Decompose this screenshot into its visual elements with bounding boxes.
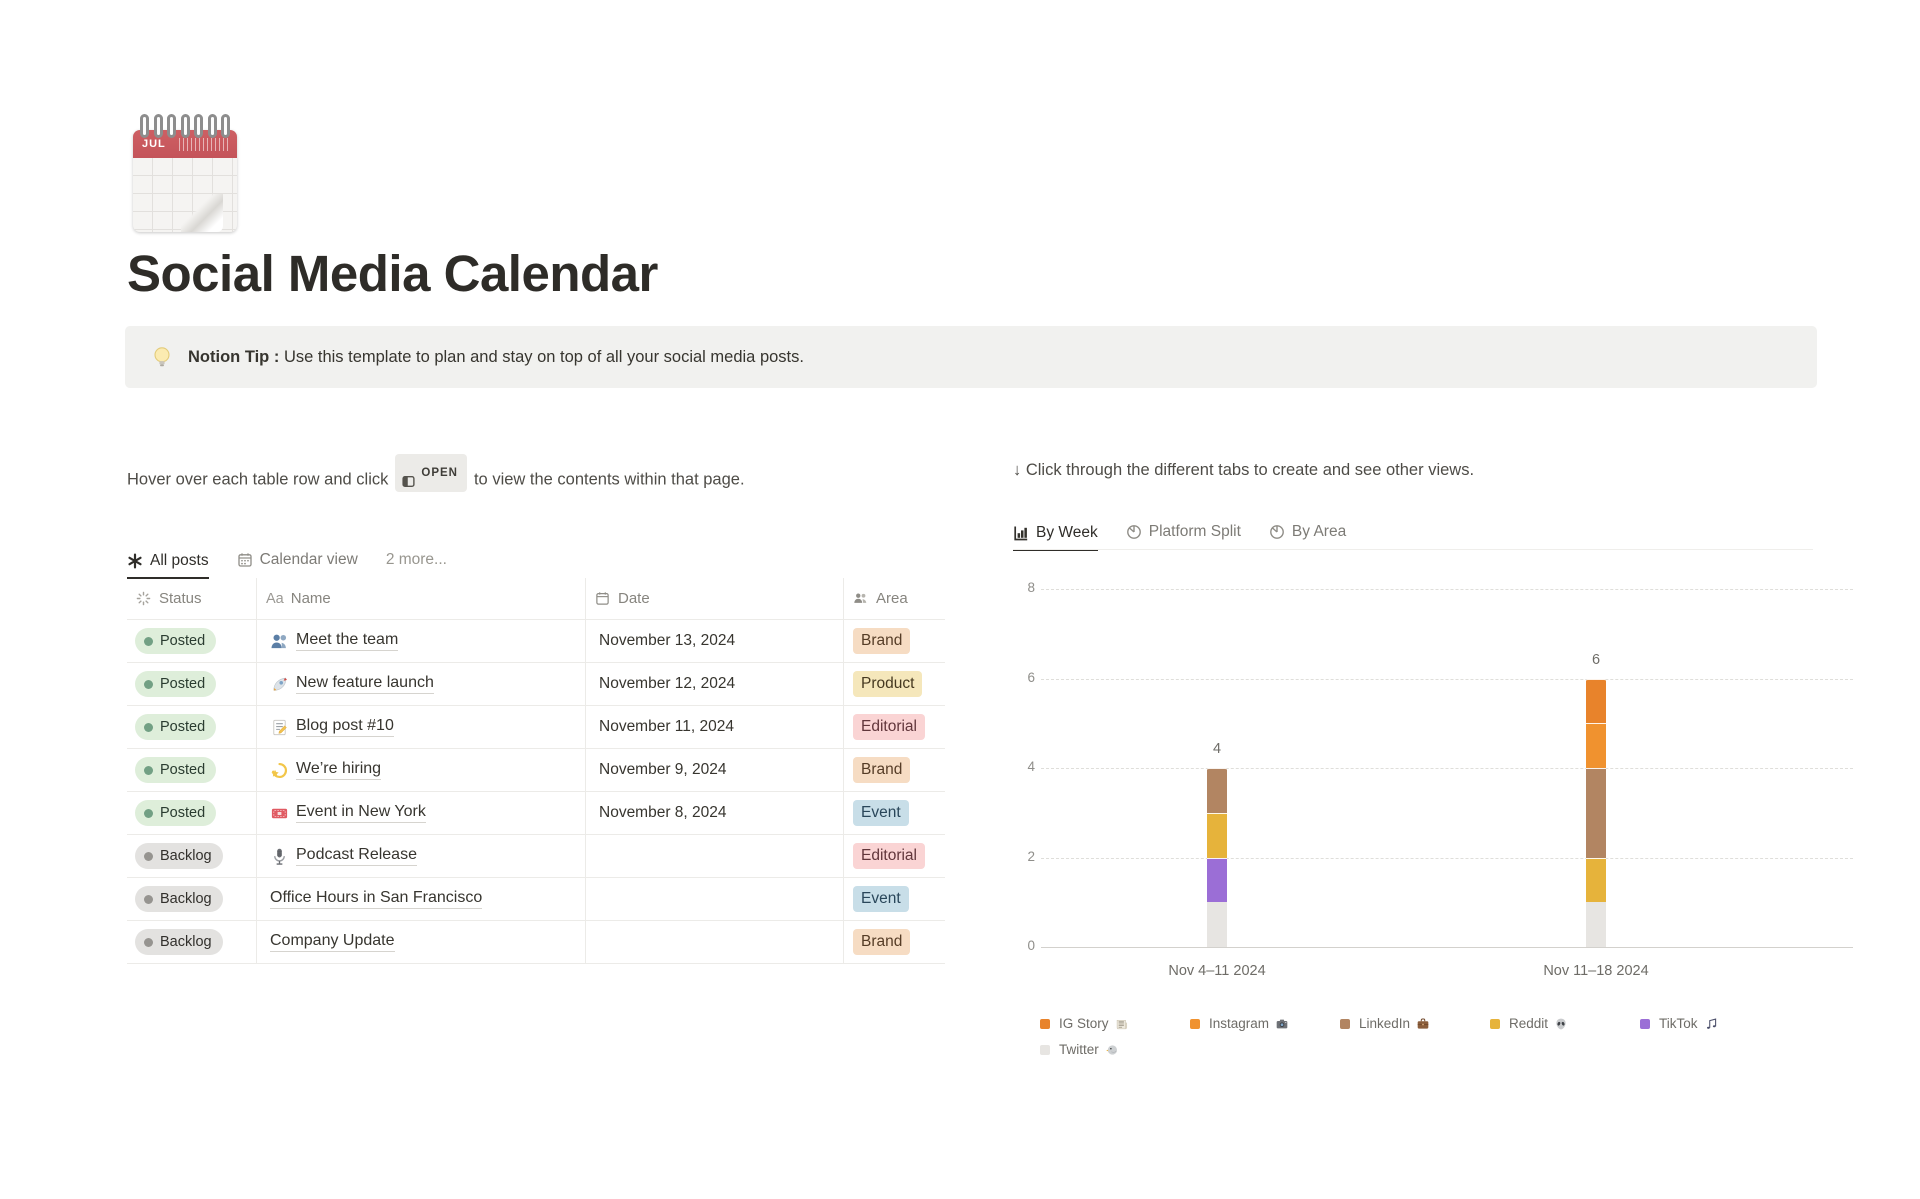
newspaper-icon (1115, 1017, 1129, 1031)
area-cell[interactable] (843, 878, 945, 920)
status-cell[interactable] (127, 792, 256, 834)
area-tag: Editorial (853, 714, 925, 740)
date-cell[interactable] (585, 921, 843, 963)
status-cell[interactable] (127, 878, 256, 920)
bar-segment-instagram (1586, 723, 1606, 768)
tab-label: Calendar view (259, 551, 358, 568)
status-cell[interactable] (127, 706, 256, 748)
date-cell[interactable]: November 13, 2024 (585, 620, 843, 662)
status-badge: Backlog (135, 886, 223, 912)
alien-icon (1554, 1017, 1568, 1031)
bird-icon (1105, 1043, 1119, 1057)
ticket-icon (270, 804, 289, 823)
date-cell[interactable] (585, 878, 843, 920)
bar-segment-tiktok (1207, 858, 1227, 903)
table-header (127, 578, 945, 620)
notion-tip-callout (125, 326, 1817, 388)
y-tick-label: 0 (1027, 938, 1035, 953)
table-row[interactable] (127, 792, 945, 835)
light-bulb-icon (150, 345, 174, 369)
x-axis-label: Nov 4–11 2024 (1168, 963, 1266, 979)
x-axis-label: Nov 11–18 2024 (1543, 963, 1649, 979)
bar-segment-linkedin (1586, 768, 1606, 858)
page-link[interactable]: Meet the team (256, 620, 585, 662)
column-header-name[interactable]: Aa Name (256, 578, 585, 619)
area-tag: Brand (853, 628, 910, 654)
gridline (1041, 589, 1853, 590)
bar-chart-icon (1013, 525, 1029, 541)
area-tag: Brand (853, 929, 910, 955)
date-cell[interactable] (585, 835, 843, 877)
page-curl (181, 194, 223, 232)
column-header-date[interactable]: Date (585, 578, 843, 619)
tab-calendar-view[interactable] (237, 551, 358, 578)
status-spinner-icon (136, 591, 152, 607)
legend-swatch (1040, 1045, 1050, 1055)
status-cell[interactable] (127, 749, 256, 791)
status-badge: Posted (135, 714, 216, 740)
page-link[interactable]: Podcast Release (256, 835, 585, 877)
area-cell[interactable] (843, 706, 945, 748)
status-dot-icon (144, 809, 153, 818)
date-cell[interactable]: November 9, 2024 (585, 749, 843, 791)
calendar-body (133, 130, 237, 232)
x-axis-line (1041, 947, 1853, 948)
area-tag: Event (853, 886, 909, 912)
legend-item: Twitter (1040, 1038, 1190, 1061)
asterisk-icon (127, 553, 143, 569)
status-cell[interactable] (127, 620, 256, 662)
tab-label: By Week (1036, 524, 1098, 541)
page-link[interactable]: Office Hours in San Francisco (256, 878, 585, 920)
table-row[interactable] (127, 749, 945, 792)
tab-platform-split[interactable] (1126, 523, 1241, 550)
bar-segment-linkedin (1207, 768, 1227, 813)
status-badge: Posted (135, 628, 216, 654)
page-link[interactable]: Event in New York (256, 792, 585, 834)
page-title[interactable]: Social Media Calendar (127, 245, 658, 302)
camera-icon (1275, 1017, 1289, 1031)
legend-item: LinkedIn (1340, 1012, 1490, 1035)
status-badge: Posted (135, 757, 216, 783)
status-badge: Backlog (135, 843, 223, 869)
status-dot-icon (144, 766, 153, 775)
chart-legend (1040, 1012, 1840, 1061)
memo-icon (270, 718, 289, 737)
page-link[interactable]: Company Update (256, 921, 585, 963)
area-cell[interactable] (843, 792, 945, 834)
table-row[interactable] (127, 835, 945, 878)
people-group-icon (853, 591, 869, 607)
tab-label: All posts (150, 552, 209, 569)
column-header-status[interactable]: Status (127, 578, 256, 619)
y-tick-label: 4 (1027, 759, 1035, 774)
tab-all-posts[interactable] (127, 552, 209, 579)
table-body (127, 620, 945, 964)
status-dot-icon (144, 723, 153, 732)
bar-total-label: 4 (1212, 741, 1222, 757)
status-dot-icon (144, 637, 153, 646)
callout-bold: Notion Tip : (188, 347, 280, 366)
date-cell[interactable]: November 12, 2024 (585, 663, 843, 705)
area-tag: Product (853, 671, 922, 697)
area-tag: Editorial (853, 843, 925, 869)
briefcase-icon (1416, 1017, 1430, 1031)
legend-swatch (1340, 1019, 1350, 1029)
gridline (1041, 679, 1853, 680)
rocket-icon (270, 675, 289, 694)
area-cell[interactable] (843, 663, 945, 705)
chart-view-tabs (1013, 514, 1346, 550)
calendar-icon (595, 591, 611, 607)
area-cell[interactable] (843, 835, 945, 877)
table-row[interactable] (127, 620, 945, 663)
table-row[interactable] (127, 921, 945, 964)
status-dot-icon (144, 852, 153, 861)
date-cell[interactable]: November 8, 2024 (585, 792, 843, 834)
legend-swatch (1190, 1019, 1200, 1029)
table-row[interactable] (127, 706, 945, 749)
legend-item: TikTok (1640, 1012, 1790, 1035)
status-badge: Posted (135, 671, 216, 697)
tab-more-views[interactable] (386, 551, 447, 578)
status-dot-icon (144, 938, 153, 947)
pie-chart-icon (1269, 524, 1285, 540)
open-badge-label: OPEN (421, 467, 458, 479)
status-cell[interactable] (127, 663, 256, 705)
status-dot-icon (144, 680, 153, 689)
tab-label: Platform Split (1148, 523, 1241, 540)
table-row[interactable] (127, 663, 945, 706)
y-tick-label: 6 (1027, 669, 1035, 685)
legend-item: Instagram (1190, 1012, 1340, 1035)
by-week-stacked-bar-chart (1013, 560, 1863, 1120)
gridline (1041, 768, 1853, 769)
y-tick-label: 2 (1027, 848, 1035, 864)
legend-swatch (1490, 1019, 1500, 1029)
posts-table (127, 578, 945, 964)
callout-body: Use this template to plan and stay on top of all your social media posts. (283, 347, 804, 366)
area-cell[interactable] (843, 749, 945, 791)
area-cell[interactable] (843, 921, 945, 963)
page-link[interactable]: Blog post #10 (256, 706, 585, 748)
legend-swatch (1040, 1019, 1050, 1029)
tab-by-area[interactable] (1269, 523, 1346, 550)
legend-item: Reddit (1490, 1012, 1640, 1035)
status-cell[interactable] (127, 835, 256, 877)
bar-segment-reddit (1207, 813, 1227, 858)
tab-label: By Area (1291, 523, 1347, 540)
column-header-area[interactable]: Area (843, 578, 945, 619)
bar-total-label: 6 (1591, 651, 1601, 668)
left-instruction: Hover over each table row and click OPEN to view the contents within that page. (127, 454, 899, 496)
pie-chart-icon (1126, 524, 1142, 540)
bar-segment-twitter (1586, 902, 1606, 947)
area-tag: Brand (853, 757, 910, 783)
callout-text (188, 348, 804, 367)
calendar-month-label: JUL (142, 138, 166, 150)
page-link[interactable]: New feature launch (256, 663, 585, 705)
area-tag: Event (853, 800, 909, 826)
microphone-icon (270, 847, 289, 866)
status-badge: Backlog (135, 929, 223, 955)
tab-by-week[interactable] (1013, 524, 1098, 551)
tab-label: 2 more... (385, 551, 447, 568)
title-property-icon: Aa (266, 590, 284, 607)
right-instruction: ↓ Click through the different tabs to create and see other views. (1013, 461, 1475, 479)
view-tabs (127, 542, 447, 578)
music-icon (1704, 1017, 1718, 1031)
status-dot-icon (144, 895, 153, 904)
calendar-icon (237, 552, 253, 568)
people-icon (270, 632, 289, 651)
open-badge (395, 454, 467, 492)
area-cell[interactable] (843, 620, 945, 662)
dizzy-icon (270, 761, 289, 780)
table-row[interactable] (127, 878, 945, 921)
y-tick-label: 8 (1027, 580, 1035, 595)
bar-segment-twitter (1207, 902, 1227, 947)
side-peek-icon (402, 467, 415, 480)
date-cell[interactable]: November 11, 2024 (585, 706, 843, 748)
spiral-rings (140, 114, 230, 140)
bar-segment-ig-story (1586, 679, 1606, 724)
legend-item: IG Story (1040, 1012, 1190, 1035)
page-icon-spiral-calendar[interactable] (133, 114, 237, 232)
gridline (1041, 858, 1853, 859)
page-link[interactable]: We’re hiring (256, 749, 585, 791)
legend-swatch (1640, 1019, 1650, 1029)
bar-segment-reddit (1586, 858, 1606, 903)
status-cell[interactable] (127, 921, 256, 963)
tabs-divider (1013, 549, 1813, 550)
status-badge: Posted (135, 800, 216, 826)
